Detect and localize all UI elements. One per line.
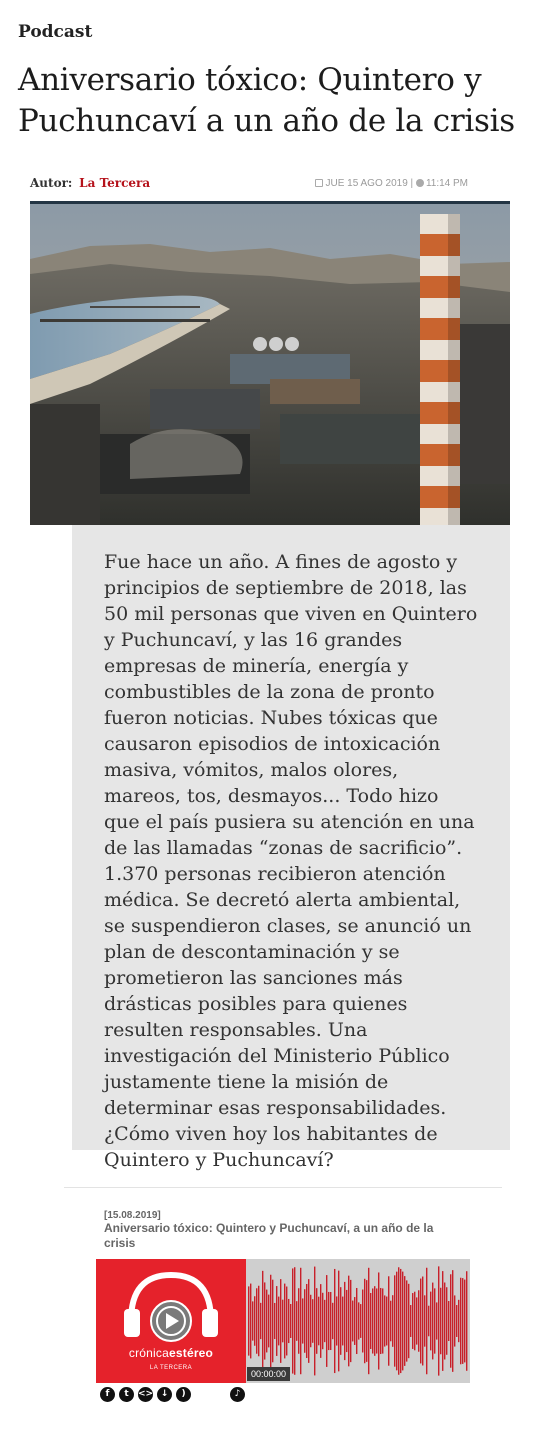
waveform[interactable]: [246, 1259, 470, 1383]
playback-time: 00:00:00: [247, 1367, 290, 1381]
waveform-bar: [304, 1289, 305, 1353]
waveform-bar: [438, 1266, 439, 1375]
waveform-bar: [356, 1288, 357, 1354]
article-headline: Aniversario tóxico: Quintero y Puchuncaví a un año de la crisis: [18, 62, 515, 139]
waveform-bar: [454, 1295, 455, 1346]
waveform-bar: [418, 1290, 419, 1351]
waveform-bar: [448, 1301, 449, 1341]
rss-icon[interactable]: ): [176, 1387, 191, 1402]
waveform-bar: [464, 1280, 465, 1363]
podcast-date: [15.08.2019]: [104, 1210, 161, 1221]
waveform-bar: [450, 1274, 451, 1367]
waveform-bar: [456, 1305, 457, 1337]
industrial-port-photo: [30, 204, 510, 525]
waveform-bar: [408, 1284, 409, 1358]
waveform-bar: [462, 1278, 463, 1364]
podcast-title[interactable]: Aniversario tóxico: Quintero y Puchuncaví, a un año de la crisis: [104, 1221, 434, 1250]
waveform-bar: [314, 1267, 315, 1376]
embed-icon[interactable]: <>: [138, 1387, 153, 1402]
waveform-bar: [344, 1282, 345, 1360]
download-icon[interactable]: ↓: [157, 1387, 172, 1402]
waveform-bar: [384, 1295, 385, 1346]
author-link[interactable]: La Tercera: [79, 176, 151, 190]
waveform-bar: [366, 1280, 367, 1362]
waveform-bar: [282, 1300, 283, 1343]
meta-separator: |: [410, 178, 414, 189]
share-bar: [100, 1387, 195, 1403]
waveform-bar: [362, 1290, 363, 1353]
waveform-bar: [300, 1268, 301, 1374]
waveform-bar: [312, 1299, 313, 1343]
waveform-bar: [320, 1284, 321, 1358]
publish-time: 11:14 PM: [425, 178, 468, 189]
waveform-bar: [396, 1272, 397, 1371]
waveform-bar: [258, 1286, 259, 1357]
waveform-bar: [416, 1297, 417, 1344]
waveform-bar: [404, 1276, 405, 1366]
waveform-bar: [264, 1282, 265, 1359]
waveform-bar: [296, 1301, 297, 1341]
waveform-bar: [444, 1283, 445, 1360]
waveform-bar: [334, 1269, 335, 1373]
waveform-bar: [430, 1292, 431, 1351]
waveform-bar: [292, 1268, 293, 1373]
waveform-bar: [332, 1303, 333, 1339]
calendar-icon: [315, 179, 323, 187]
waveform-bar: [368, 1268, 369, 1374]
waveform-bar: [310, 1295, 311, 1347]
waveform-bar: [414, 1292, 415, 1351]
waveform-bar: [380, 1288, 381, 1354]
cover-subtitle: LA TERCERA: [149, 1365, 193, 1371]
hero-image: [30, 201, 510, 525]
waveform-bar: [252, 1301, 253, 1340]
waveform-bar: [326, 1275, 327, 1367]
author-label: Autor:: [30, 176, 73, 190]
waveform-bar: [340, 1287, 341, 1355]
article-summary: Fue hace un año. A fines de agosto y principios de septiembre de 2018, las 50 mil personas que viven en Quintero y Puchuncaví, y las 16 grandes empresas de minería, energía y combustibles de la zona de pronto fueron noticias. Nubes tóxicas que causaron episodios de intoxicación masiva, vómitos, malos olores, mareos, tos, desmayos... Todo hizo que el país pusiera su atención en una de las llamadas “zonas de sacrificio”. 1.370 personas recibieron atención médica. Se decretó alerta ambiental, se suspendieron clases, se anunció un plan de descontaminación y se prometieron las sanciones más drásticas posibles para quienes resulten responsables. Una investigación del Ministerio Público justamente tiene la misión de determinar esas responsabilidades. ¿Cómo viven hoy los habitantes de Quintero y Puchuncaví?: [104, 551, 478, 1171]
waveform-bar: [248, 1286, 249, 1355]
waveform-bar: [276, 1286, 277, 1356]
waveform-bar: [382, 1288, 383, 1353]
section-label: Podcast: [18, 22, 93, 42]
waveform-bar: [302, 1298, 303, 1343]
waveform-bar: [360, 1304, 361, 1338]
waveform-graphic: [246, 1259, 470, 1383]
waveform-bar: [458, 1300, 459, 1342]
waveform-bar: [288, 1299, 289, 1343]
waveform-bar: [376, 1288, 377, 1353]
waveform-bar: [358, 1302, 359, 1339]
waveform-bar: [446, 1287, 447, 1355]
waveform-bar: [268, 1295, 269, 1348]
waveform-bar: [266, 1290, 267, 1353]
waveform-bar: [256, 1288, 257, 1353]
waveform-bar: [422, 1277, 423, 1366]
waveform-bar: [352, 1301, 353, 1342]
waveform-bar: [390, 1301, 391, 1342]
waveform-bar: [374, 1286, 375, 1356]
article-summary-box: [72, 525, 510, 1171]
waveform-bar: [262, 1271, 263, 1371]
podcast-cover[interactable]: [96, 1259, 246, 1383]
waveform-bar: [460, 1278, 461, 1365]
podcast-player: [96, 1259, 470, 1383]
waveform-bar: [284, 1284, 285, 1359]
waveform-bar: [398, 1267, 399, 1374]
waveform-bar: [392, 1295, 393, 1347]
waveform-bar: [316, 1288, 317, 1354]
section-divider: [64, 1187, 502, 1188]
waveform-bar: [394, 1275, 395, 1366]
waveform-bar: [338, 1271, 339, 1372]
waveform-bar: [294, 1267, 295, 1375]
waveform-bar: [372, 1288, 373, 1353]
waveform-bar: [272, 1280, 273, 1363]
waveform-bar: [350, 1280, 351, 1362]
waveform-bar: [290, 1304, 291, 1338]
waveform-bar: [388, 1276, 389, 1365]
waveform-bar: [466, 1271, 467, 1371]
waveform-bar: [364, 1279, 365, 1363]
waveform-bar: [328, 1292, 329, 1350]
waveform-bar: [286, 1287, 287, 1356]
waveform-bar: [420, 1279, 421, 1364]
waveform-bar: [348, 1276, 349, 1367]
waveform-bar: [434, 1288, 435, 1353]
smokestack: [420, 214, 460, 525]
waveform-bar: [424, 1295, 425, 1346]
waveform-bar: [426, 1268, 427, 1375]
waveform-bar: [452, 1270, 453, 1372]
waveform-bar: [280, 1279, 281, 1363]
waveform-bar: [400, 1269, 401, 1373]
facebook-icon[interactable]: f: [100, 1387, 115, 1402]
waveform-bar: [254, 1296, 255, 1346]
waveform-bar: [306, 1284, 307, 1358]
waveform-bar: [308, 1279, 309, 1363]
waveform-bar: [432, 1283, 433, 1360]
volume-icon[interactable]: ♪: [230, 1387, 245, 1402]
waveform-bar: [346, 1290, 347, 1352]
waveform-bar: [412, 1293, 413, 1349]
byline: [30, 176, 510, 194]
waveform-bar: [410, 1305, 411, 1337]
waveform-bar: [442, 1271, 443, 1371]
waveform-bar: [318, 1297, 319, 1346]
waveform-bar: [336, 1296, 337, 1345]
waveform-bar: [250, 1284, 251, 1359]
waveform-bar: [440, 1288, 441, 1355]
publish-date: JUE 15 AGO 2019: [325, 178, 408, 189]
waveform-bar: [324, 1300, 325, 1342]
clock-icon: [416, 179, 424, 187]
waveform-bar: [378, 1272, 379, 1369]
headphones-play-icon: [96, 1259, 246, 1349]
waveform-bar: [436, 1302, 437, 1339]
waveform-bar: [322, 1293, 323, 1349]
twitter-icon[interactable]: t: [119, 1387, 134, 1402]
waveform-bar: [406, 1280, 407, 1361]
waveform-bar: [402, 1272, 403, 1371]
waveform-bar: [370, 1293, 371, 1349]
waveform-bar: [260, 1303, 261, 1339]
waveform-bar: [354, 1297, 355, 1345]
waveform-bar: [278, 1297, 279, 1346]
waveform-bar: [386, 1297, 387, 1346]
publish-meta: [315, 178, 468, 189]
cover-brand: crónicaestéreo: [128, 1346, 214, 1360]
waveform-bar: [274, 1303, 275, 1339]
waveform-bar: [298, 1288, 299, 1354]
waveform-bar: [342, 1297, 343, 1346]
waveform-bar: [330, 1292, 331, 1350]
waveform-bar: [270, 1275, 271, 1368]
waveform-bar: [428, 1306, 429, 1337]
